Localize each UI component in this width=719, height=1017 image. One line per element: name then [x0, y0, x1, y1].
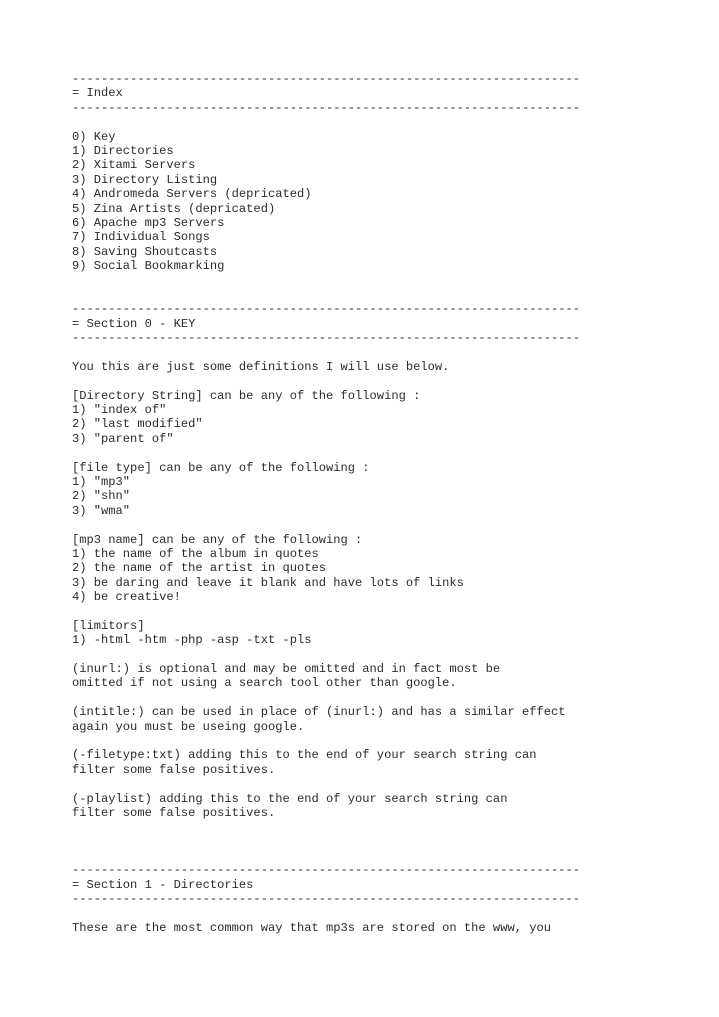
- note-playlist-line: (-playlist) adding this to the end of your search string can: [72, 791, 508, 806]
- directory-string-item: 2) "last modified": [72, 417, 203, 432]
- index-item: 0) Key: [72, 129, 116, 144]
- note-filetype-line: (-filetype:txt) adding this to the end of your search string can: [72, 748, 537, 763]
- document-page: [72, 72, 692, 935]
- note-intitle-line: again you must be useing google.: [72, 719, 305, 734]
- rule-line: ----------------------------------------------------------------------: [72, 863, 581, 878]
- index-item: 1) Directories: [72, 143, 174, 158]
- mp3-name-item: 1) the name of the album in quotes: [72, 546, 319, 561]
- mp3-name-item: 4) be creative!: [72, 590, 181, 605]
- note-playlist-line: filter some false positives.: [72, 805, 276, 820]
- directory-string-item: 3) "parent of": [72, 431, 174, 446]
- limitors-heading: [limitors]: [72, 618, 145, 633]
- index-title: = Index: [72, 86, 123, 101]
- note-inurl-line: omitted if not using a search tool other than google.: [72, 676, 457, 691]
- note-inurl-line: (inurl:) is optional and may be omitted and in fact most be: [72, 662, 501, 677]
- mp3-name-heading: [mp3 name] can be any of the following :: [72, 532, 363, 547]
- index-item: 2) Xitami Servers: [72, 158, 196, 173]
- directory-string-heading: [Directory String] can be any of the following :: [72, 388, 421, 403]
- rule-line: ----------------------------------------------------------------------: [72, 100, 581, 115]
- section1-title: = Section 1 - Directories: [72, 877, 254, 892]
- index-item: 4) Andromeda Servers (depricated): [72, 187, 312, 202]
- mp3-name-item: 2) the name of the artist in quotes: [72, 561, 327, 576]
- note-filetype-line: filter some false positives.: [72, 762, 276, 777]
- section0-title: = Section 0 - KEY: [72, 316, 196, 331]
- file-type-item: 2) "shn": [72, 489, 131, 504]
- index-item: 5) Zina Artists (depricated): [72, 201, 276, 216]
- mp3-name-item: 3) be daring and leave it blank and have lots of links: [72, 575, 464, 590]
- file-type-heading: [file type] can be any of the following :: [72, 460, 370, 475]
- rule-line: ----------------------------------------------------------------------: [72, 302, 581, 317]
- directory-string-item: 1) "index of": [72, 402, 167, 417]
- index-item: 9) Social Bookmarking: [72, 259, 225, 274]
- index-item: 7) Individual Songs: [72, 230, 210, 245]
- index-item: 6) Apache mp3 Servers: [72, 215, 225, 230]
- file-type-item: 1) "mp3": [72, 474, 131, 489]
- note-intitle-line: (intitle:) can be used in place of (inurl:) and has a similar effect: [72, 705, 566, 720]
- section1-intro: These are the most common way that mp3s are stored on the www, you: [72, 921, 551, 936]
- index-item: 8) Saving Shoutcasts: [72, 244, 218, 259]
- index-list: [72, 130, 692, 274]
- file-type-item: 3) "wma": [72, 503, 131, 518]
- rule-line: ----------------------------------------------------------------------: [72, 331, 581, 346]
- section0-intro: You this are just some definitions I will use below.: [72, 359, 450, 374]
- index-item: 3) Directory Listing: [72, 172, 218, 187]
- rule-line: ----------------------------------------------------------------------: [72, 72, 581, 86]
- limitors-item: 1) -html -htm -php -asp -txt -pls: [72, 633, 312, 648]
- rule-line: ----------------------------------------------------------------------: [72, 892, 581, 907]
